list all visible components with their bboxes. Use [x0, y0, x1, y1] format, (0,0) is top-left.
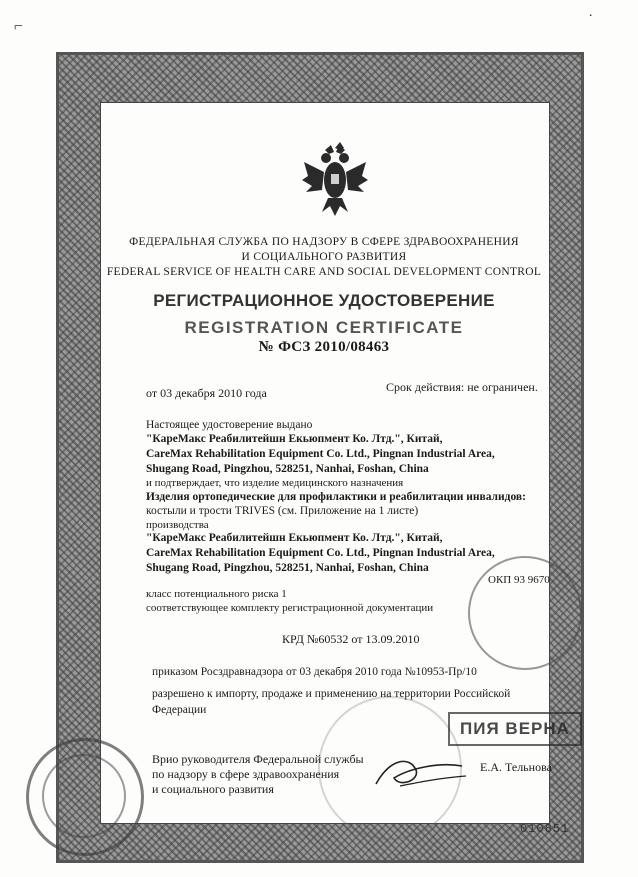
scan-mark: ⌐ — [14, 18, 24, 35]
body-line: "КареМакс Реабилитейшн Екьюпмент Ко. Лтд.", Китай, — [146, 532, 443, 544]
agency-name-ru-line2: И СОЦИАЛЬНОГО РАЗВИТИЯ — [241, 251, 407, 263]
signatory-title-line: по надзору в сфере здравоохранения — [152, 767, 340, 781]
agency-name-en: FEDERAL SERVICE OF HEALTH CARE AND SOCIAL DEVELOPMENT CONTROL — [106, 266, 542, 278]
body-line: Shugang Road, Pingzhou, 528251, Nanhai, Foshan, China — [146, 562, 429, 574]
scan-mark: ˙ — [588, 12, 594, 29]
body-line: CareMax Rehabilitation Equipment Co. Ltd., Pingnan Industrial Area, — [146, 547, 495, 559]
risk-class: класс потенциального риска 1 — [146, 588, 287, 600]
okp-code: ОКП 93 9670 — [488, 574, 550, 586]
body-line: производства — [146, 519, 209, 531]
official-round-seal-inner — [42, 754, 126, 838]
signatory-title-line: и социального развития — [152, 782, 274, 796]
documentation-conformity: соответствующее комплекту регистрационной документации — [146, 602, 434, 614]
title-en: REGISTRATION CERTIFICATE — [184, 318, 464, 337]
permission-line: разрешено к импорту, продаже и применению на территории Российской — [152, 688, 511, 700]
validity-period: Срок действия: не ограничен. — [386, 380, 538, 394]
copy-verified-stamp: ПИЯ ВЕРНА — [448, 712, 582, 746]
permission-line: Федерации — [152, 704, 207, 716]
krd-number: КРД №60532 от 13.09.2010 — [282, 632, 420, 646]
body-line: костыли и трости TRIVES (см. Приложение на 1 листе) — [146, 505, 419, 517]
body-line: Настоящее удостоверение выдано — [146, 419, 313, 431]
body-line: CareMax Rehabilitation Equipment Co. Ltd., Pingnan Industrial Area, — [146, 448, 495, 460]
body-line: Изделия ортопедические для профилактики и реабилитации инвалидов: — [146, 491, 526, 503]
handwritten-signature — [370, 748, 470, 794]
serial-number: 010851 — [520, 822, 570, 836]
signatory-name: Е.А. Тельнова — [480, 760, 552, 774]
body-line: Shugang Road, Pingzhou, 528251, Nanhai, Foshan, China — [146, 463, 429, 475]
signatory-title-line: Врио руководителя Федеральной службы — [152, 752, 364, 766]
agency-name-ru-line1: ФЕДЕРАЛЬНАЯ СЛУЖБА ПО НАДЗОРУ В СФЕРЕ ЗДРАВООХРАНЕНИЯ — [129, 236, 519, 248]
body-line: "КареМакс Реабилитейшн Екьюпмент Ко. Лтд.", Китай, — [146, 433, 443, 445]
order-reference: приказом Росздравнадзора от 03 декабря 2010 года №10953-Пр/10 — [152, 666, 477, 678]
body-line: и подтверждает, что изделие медицинского назначения — [146, 477, 404, 489]
double-headed-eagle-emblem — [300, 140, 370, 220]
issue-date: от 03 декабря 2010 года — [146, 386, 267, 400]
title-ru: РЕГИСТРАЦИОННОЕ УДОСТОВЕРЕНИЕ — [153, 291, 495, 310]
certificate-number: № ФСЗ 2010/08463 — [258, 339, 390, 355]
